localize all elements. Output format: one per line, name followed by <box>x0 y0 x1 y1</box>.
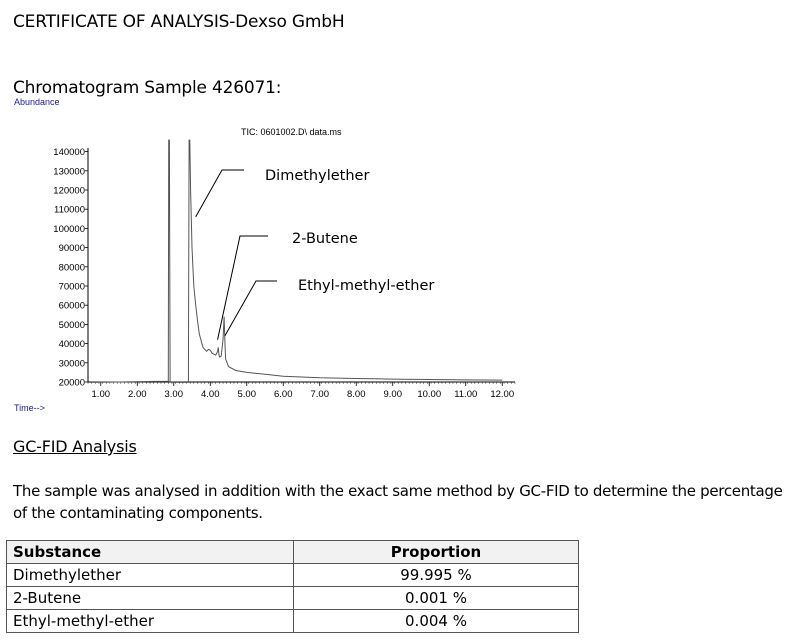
proportion-cell: 0.004 % <box>294 610 579 633</box>
x-tick-labels <box>88 382 515 400</box>
x-tick-label: 11.00 <box>454 389 478 400</box>
y-tick-label: 40000 <box>58 339 85 351</box>
proportion-cell: 99.995 % <box>294 564 579 587</box>
x-tick-label: 7.00 <box>310 389 329 400</box>
x-tick-label: 5.00 <box>237 389 257 400</box>
x-tick-label: 2.00 <box>128 389 147 400</box>
x-tick-label: 12.00 <box>490 389 515 400</box>
y-tick-label: 60000 <box>58 300 85 312</box>
table-header-row <box>7 541 579 564</box>
table-row <box>7 564 579 587</box>
annotation-label: Dimethylether <box>265 168 370 184</box>
x-tick-label: 4.00 <box>201 389 220 400</box>
annotation-leader-line <box>218 236 268 340</box>
substance-cell: Ethyl-methyl-ether <box>7 610 294 633</box>
x-tick-label: 6.00 <box>274 389 293 400</box>
gcfid-section-title: GC-FID Analysis <box>13 437 137 456</box>
y-tick-labels <box>53 147 88 388</box>
y-tick-label: 110000 <box>54 204 85 216</box>
annotation-leader-line <box>225 281 277 336</box>
x-tick-label: 8.00 <box>346 389 366 400</box>
y-tick-label: 90000 <box>58 243 85 255</box>
x-tick-label: 1.00 <box>91 389 111 400</box>
x-tick-label: 10.00 <box>417 389 442 400</box>
y-tick-label: 120000 <box>53 185 85 197</box>
table-row <box>7 587 579 610</box>
analysis-paragraph: The sample was analysed in addition with the exact same method by GC-FID to determine the percentage of the contaminating components. <box>13 482 783 522</box>
chromatogram-title: Chromatogram Sample 426071: <box>13 78 282 98</box>
annotation-leader-line <box>196 170 244 217</box>
y-tick-label: 70000 <box>58 281 85 293</box>
substance-cell: 2-Butene <box>7 587 294 610</box>
table-row <box>7 610 579 633</box>
x-tick-label: 9.00 <box>383 389 402 400</box>
y-tick-label: 20000 <box>58 377 85 389</box>
proportion-cell: 0.001 % <box>294 587 579 610</box>
y-axis-label: Abundance <box>14 97 60 107</box>
y-tick-label: 130000 <box>53 166 85 178</box>
y-tick-label: 100000 <box>53 223 85 235</box>
x-axis-label: Time--> <box>14 403 45 413</box>
annotation-label: 2-Butene <box>292 231 358 247</box>
document-title: CERTIFICATE OF ANALYSIS-Dexso GmbH <box>13 12 345 32</box>
header-substance: Substance <box>7 541 294 564</box>
results-table <box>6 540 579 633</box>
tic-file-label: TIC: 0601002.D\ data.ms <box>241 127 342 137</box>
x-tick-label: 3.00 <box>164 389 184 400</box>
y-tick-label: 50000 <box>58 319 85 331</box>
y-tick-label: 140000 <box>53 147 85 159</box>
annotation-label: Ethyl-methyl-ether <box>298 278 435 294</box>
header-proportion: Proportion <box>294 541 579 564</box>
peak-annotations <box>196 168 435 340</box>
substance-cell: Dimethylether <box>7 564 294 587</box>
y-tick-label: 80000 <box>58 262 85 274</box>
y-tick-label: 30000 <box>58 358 85 370</box>
